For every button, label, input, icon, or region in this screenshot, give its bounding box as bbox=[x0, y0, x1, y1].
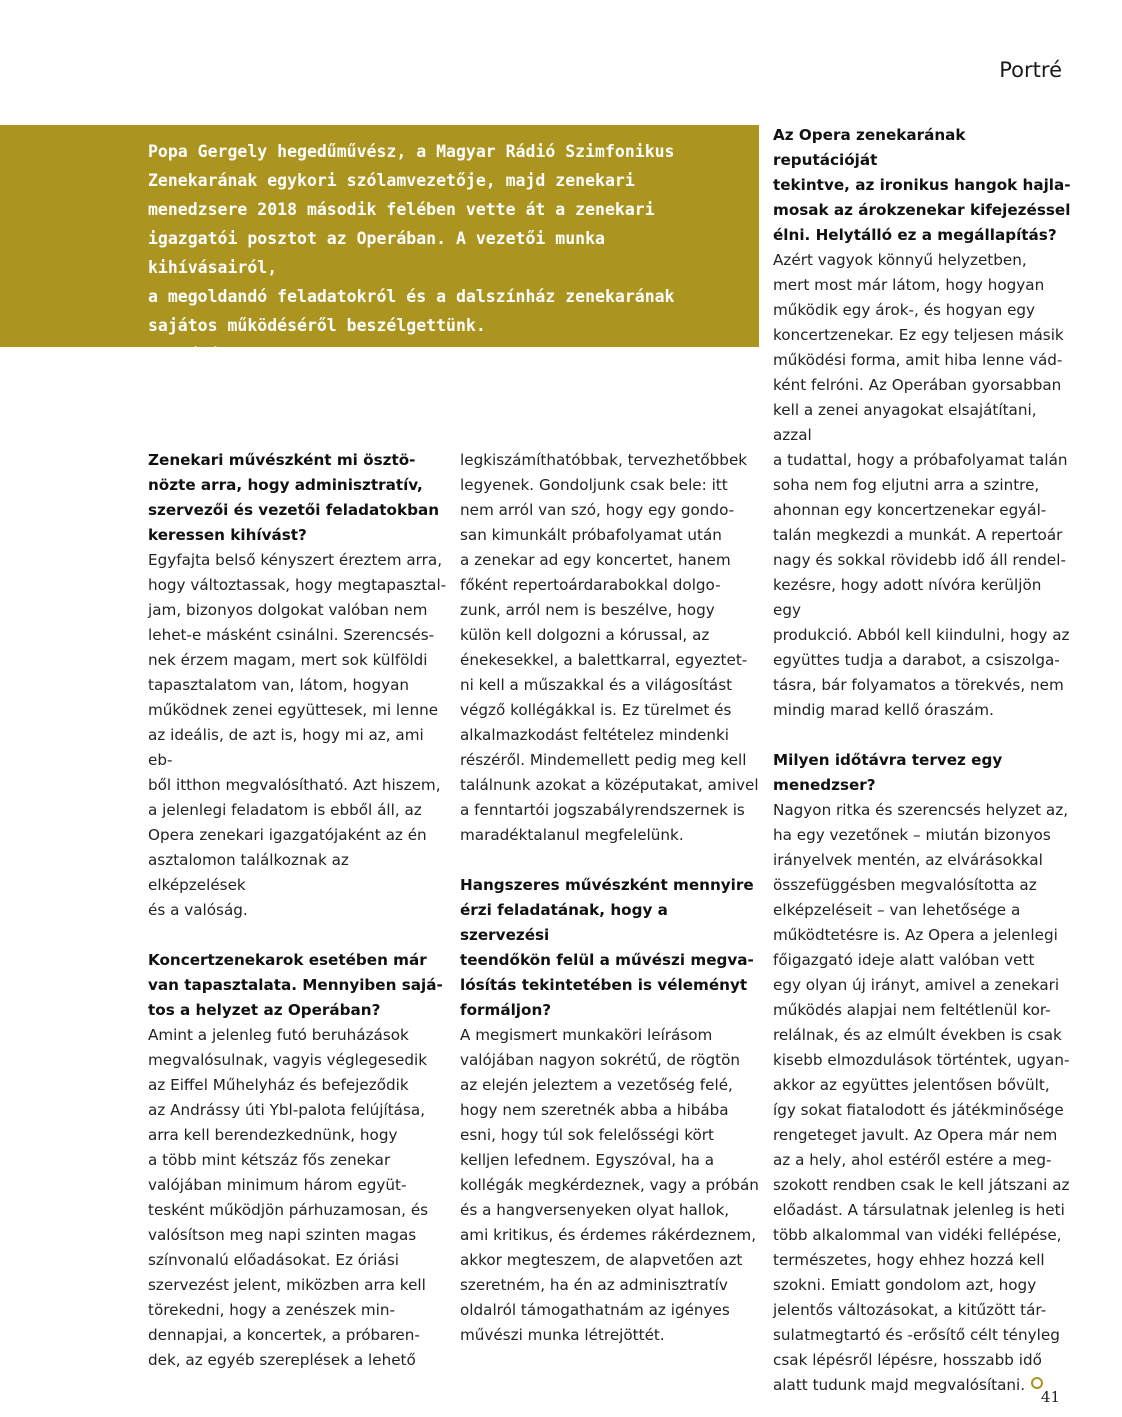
text-line: jam, bizonyos dolgokat valóban nem bbox=[148, 601, 428, 619]
section-label: Portré bbox=[999, 58, 1062, 82]
text-line: kelljen lefednem. Egyszóval, ha a bbox=[460, 1151, 715, 1169]
text-line: működés alapjai nem feltétlenül kor- bbox=[773, 1001, 1051, 1019]
answer-3 bbox=[460, 1023, 760, 1348]
text-line: rengeteget javult. Az Opera már nem bbox=[773, 1126, 1058, 1144]
column-1 bbox=[148, 448, 448, 1373]
text-line: Popa Gergely hegedűművész, a Magyar Rádió Szimfonikus bbox=[148, 142, 675, 161]
author-name: Ur Máté bbox=[148, 345, 218, 364]
answer-4 bbox=[773, 248, 1073, 723]
text-line: valójában minimum három együt- bbox=[148, 1176, 407, 1194]
text-line: megvalósulnak, vagyis véglegesedik bbox=[148, 1051, 428, 1069]
text-line: előadást. A társulatnak jelenleg is heti bbox=[773, 1201, 1065, 1219]
text-line: relálnak, és az elmúlt években is csak bbox=[773, 1026, 1062, 1044]
text-line: jelentős változásokat, a kitűzött tár- bbox=[773, 1301, 1047, 1319]
text-line: dek, az egyéb szereplések a lehető bbox=[148, 1351, 416, 1369]
text-line: tos a helyzet az Operában? bbox=[148, 1001, 381, 1019]
text-line: kisebb elmozdulások történtek, ugyan- bbox=[773, 1051, 1070, 1069]
text-line: szokni. Emiatt gondolom azt, hogy bbox=[773, 1276, 1037, 1294]
text-line: működési forma, amit hiba lenne vád- bbox=[773, 351, 1063, 369]
text-line: hogy változtassak, hogy megtapasztal- bbox=[148, 576, 447, 594]
text-line: az elején jeleztem a vezetőség felé, bbox=[460, 1076, 733, 1094]
text-line: maradéktalanul megfelelünk. bbox=[460, 826, 684, 844]
text-line: Nagyon ritka és szerencsés helyzet az, bbox=[773, 801, 1069, 819]
text-line: esni, hogy túl sok felelősségi kört bbox=[460, 1126, 714, 1144]
text-line: Azért vagyok könnyű helyzetben, bbox=[773, 251, 1027, 269]
text-line: élni. Helytálló ez a megállapítás? bbox=[773, 226, 1057, 244]
text-line: tásra, bár folyamatos a törekvés, nem bbox=[773, 676, 1064, 694]
text-line: részéről. Mindemellett pedig meg kell bbox=[460, 751, 747, 769]
text-line: valójában nagyon sokrétű, de rögtön bbox=[460, 1051, 741, 1069]
question-3 bbox=[460, 873, 760, 1023]
text-line: a fenntartói jogszabályrendszernek is bbox=[460, 801, 745, 819]
text-line: tekintve, az ironikus hangok hajla- bbox=[773, 176, 1071, 194]
text-line: valósítson meg napi szinten magas bbox=[148, 1226, 417, 1244]
text-line: talán megkezdi a munkát. A repertoár bbox=[773, 526, 1063, 544]
text-line: hogy nem szeretnék abba a hibába bbox=[460, 1101, 729, 1119]
text-line: főként repertoárdarabokkal dolgo- bbox=[460, 576, 721, 594]
text-line: teendőkön felül a művészi megva- bbox=[460, 951, 754, 969]
text-line: így sokat fiatalodott és játékminősége bbox=[773, 1101, 1064, 1119]
text-line: menedzser? bbox=[773, 776, 876, 794]
text-line: oldalról támogathatnám az igényes bbox=[460, 1301, 730, 1319]
column-2 bbox=[460, 448, 760, 1348]
text-line: törekedni, hogy a zenészek min- bbox=[148, 1301, 396, 1319]
text-line: szervezői és vezetői feladatokban bbox=[148, 501, 440, 519]
text-line: az Eiffel Műhelyház és befejeződik bbox=[148, 1076, 409, 1094]
text-line: legkiszámíthatóbbak, tervezhetőbbek bbox=[460, 451, 748, 469]
text-line: Opera zenekari igazgatójaként az én bbox=[148, 826, 427, 844]
text-line: Koncertzenekarok esetében már bbox=[148, 951, 427, 969]
text-line: sulatmegtartó és -erősítő célt tényleg bbox=[773, 1326, 1060, 1344]
text-line: elképzeléseit – van lehetősége a bbox=[773, 901, 1021, 919]
text-line: Egyfajta belső kényszert éreztem arra, bbox=[148, 551, 443, 569]
lead-lines bbox=[148, 137, 738, 340]
text-line: asztalomon találkoznak az elképzelések bbox=[148, 851, 349, 894]
text-line: színvonalú előadásokat. Ez óriási bbox=[148, 1251, 399, 1269]
text-line: kezésre, hogy adott nívóra kerüljön egy bbox=[773, 576, 1042, 619]
answer-5 bbox=[773, 798, 1073, 1398]
text-line: A megismert munkaköri leírásom bbox=[460, 1026, 713, 1044]
text-line: zunk, arról nem is beszélve, hogy bbox=[460, 601, 715, 619]
text-line: van tapasztalata. Mennyiben sajá- bbox=[148, 976, 443, 994]
question-5 bbox=[773, 748, 1073, 798]
text-line: nagy és sokkal rövidebb idő áll rendel- bbox=[773, 551, 1066, 569]
text-line: érzi feladatának, hogy a szervezési bbox=[460, 901, 668, 944]
text-line: mosak az árokzenekar kifejezéssel bbox=[773, 201, 1071, 219]
text-line: Amint a jelenleg futó beruházások bbox=[148, 1026, 409, 1044]
text-line: koncertzenekar. Ez egy teljesen másik bbox=[773, 326, 1064, 344]
text-line: irányelvek mentén, az elvárásokkal bbox=[773, 851, 1043, 869]
text-line: ha egy vezetőnek – miután bizonyos bbox=[773, 826, 1051, 844]
text-line: menedzsere 2018 második felében vette át a zenekari bbox=[148, 200, 655, 219]
text-line: működtetésre is. Az Opera a jelenlegi bbox=[773, 926, 1058, 944]
text-line: a megoldandó feladatokról és a dalszínház zenekarának bbox=[148, 287, 675, 306]
answer-2 bbox=[148, 1023, 448, 1373]
text-line: külön kell dolgozni a kórussal, az bbox=[460, 626, 710, 644]
text-line: formáljon? bbox=[460, 1001, 552, 1019]
text-line: ként felróni. Az Operában gyorsabban bbox=[773, 376, 1062, 394]
text-line: Milyen időtávra tervez egy bbox=[773, 751, 1003, 769]
text-line: legyenek. Gondoljunk csak bele: itt bbox=[460, 476, 728, 494]
page-number: 41 bbox=[1040, 1388, 1060, 1406]
text-line: arra kell berendezkednünk, hogy bbox=[148, 1126, 398, 1144]
text-line: szokott rendben csak le kell játszani az bbox=[773, 1176, 1070, 1194]
text-line: együttes tudja a darabot, a csiszolga- bbox=[773, 651, 1060, 669]
text-line: Hangszeres művészként mennyire bbox=[460, 876, 754, 894]
column-3 bbox=[773, 123, 1073, 1398]
text-line: kollégák megkérdeznek, vagy a próbán bbox=[460, 1176, 759, 1194]
text-line: akkor megteszem, de alapvetően azt bbox=[460, 1251, 743, 1269]
text-line: alatt tudunk majd megvalósítani. bbox=[773, 1376, 1026, 1394]
text-line: szervezést jelent, miközben arra kell bbox=[148, 1276, 426, 1294]
text-line: dennapjai, a koncertek, a próbaren- bbox=[148, 1326, 420, 1344]
question-1 bbox=[148, 448, 448, 548]
text-line: a zenekar ad egy koncertet, hanem bbox=[460, 551, 731, 569]
lead-paragraph bbox=[148, 137, 738, 369]
text-line: produkció. Abból kell kiindulni, hogy az bbox=[773, 626, 1070, 644]
text-line: kell a zenei anyagokat elsajátítani, azzal bbox=[773, 401, 1037, 444]
text-line: a jelenlegi feladatom is ebből áll, az bbox=[148, 801, 422, 819]
text-line: ami kritikus, és érdemes rákérdeznem, bbox=[460, 1226, 757, 1244]
text-line: igazgatói posztot az Operában. A vezetői munka kihívásairól, bbox=[148, 229, 605, 277]
text-line: szeretném, ha én az adminisztratív bbox=[460, 1276, 728, 1294]
question-4 bbox=[773, 123, 1073, 248]
text-line: az Andrássy úti Ybl-palota felújítása, bbox=[148, 1101, 426, 1119]
text-line: Az Opera zenekarának reputációját bbox=[773, 126, 966, 169]
text-line: énekesekkel, a balettkarral, egyeztet- bbox=[460, 651, 748, 669]
text-line: Zenekari művészként mi ösztö- bbox=[148, 451, 416, 469]
text-line: természetes, hogy ehhez hozzá kell bbox=[773, 1251, 1045, 1269]
text-line: végző kollégákkal is. Ez türelmet és bbox=[460, 701, 732, 719]
text-line: több alkalommal van vidéki fellépése, bbox=[773, 1226, 1062, 1244]
text-line: az ideális, de azt is, hogy mi az, ami eb- bbox=[148, 726, 424, 769]
answer-1 bbox=[148, 548, 448, 923]
text-line: keressen kihívást? bbox=[148, 526, 307, 544]
text-line: működnek zenei együttesek, mi lenne bbox=[148, 701, 439, 719]
text-line: lehet-e másként csinálni. Szerencsés- bbox=[148, 626, 435, 644]
text-line: művészi munka létrejöttét. bbox=[460, 1326, 665, 1344]
text-line: és a hangversenyeken olyat hallok, bbox=[460, 1201, 730, 1219]
text-line: ből itthon megvalósítható. Azt hiszem, bbox=[148, 776, 441, 794]
text-line: főigazgató ideje alatt valóban vett bbox=[773, 951, 1035, 969]
text-line: ahonnan egy koncertzenekar egyál- bbox=[773, 501, 1047, 519]
text-line: nözte arra, hogy adminisztratív, bbox=[148, 476, 423, 494]
text-line: mert most már látom, hogy hogyan bbox=[773, 276, 1045, 294]
text-line: egy olyan új irányt, amivel a zenekari bbox=[773, 976, 1060, 994]
text-line: találnunk azokat a középutakat, amivel bbox=[460, 776, 759, 794]
text-line: lósítás tekintetében is véleményt bbox=[460, 976, 748, 994]
answer-2-continued bbox=[460, 448, 760, 848]
text-line: tapasztalatom van, látom, hogyan bbox=[148, 676, 410, 694]
text-line: soha nem fog eljutni arra a szintre, bbox=[773, 476, 1040, 494]
text-line: Zenekarának egykori szólamvezetője, majd zenekari bbox=[148, 171, 635, 190]
text-line: csak lépésről lépésre, hosszabb idő bbox=[773, 1351, 1042, 1369]
text-line: nem arról van szó, hogy egy gondo- bbox=[460, 501, 735, 519]
text-line: sajátos működéséről beszélgettünk. bbox=[148, 316, 486, 335]
text-line: összefüggésben megvalósította az bbox=[773, 876, 1037, 894]
text-line: a több mint kétszáz fős zenekar bbox=[148, 1151, 391, 1169]
text-line: mindig marad kellő óraszám. bbox=[773, 701, 994, 719]
text-line: a tudattal, hogy a próbafolyamat talán bbox=[773, 451, 1068, 469]
text-line: nek érzem magam, mert sok külföldi bbox=[148, 651, 428, 669]
text-line: tesként működjön párhuzamosan, és bbox=[148, 1201, 429, 1219]
question-2 bbox=[148, 948, 448, 1023]
text-line: ni kell a műszakkal és a világosítást bbox=[460, 676, 733, 694]
text-line: alkalmazkodást feltételez mindenki bbox=[460, 726, 729, 744]
text-line: az a hely, ahol estéről estére a meg- bbox=[773, 1151, 1052, 1169]
text-line: akkor az együttes jelentősen bővült, bbox=[773, 1076, 1050, 1094]
text-line: san kimunkált próbafolyamat után bbox=[460, 526, 722, 544]
text-line: működik egy árok-, és hogyan egy bbox=[773, 301, 1036, 319]
text-line: és a valóság. bbox=[148, 901, 248, 919]
